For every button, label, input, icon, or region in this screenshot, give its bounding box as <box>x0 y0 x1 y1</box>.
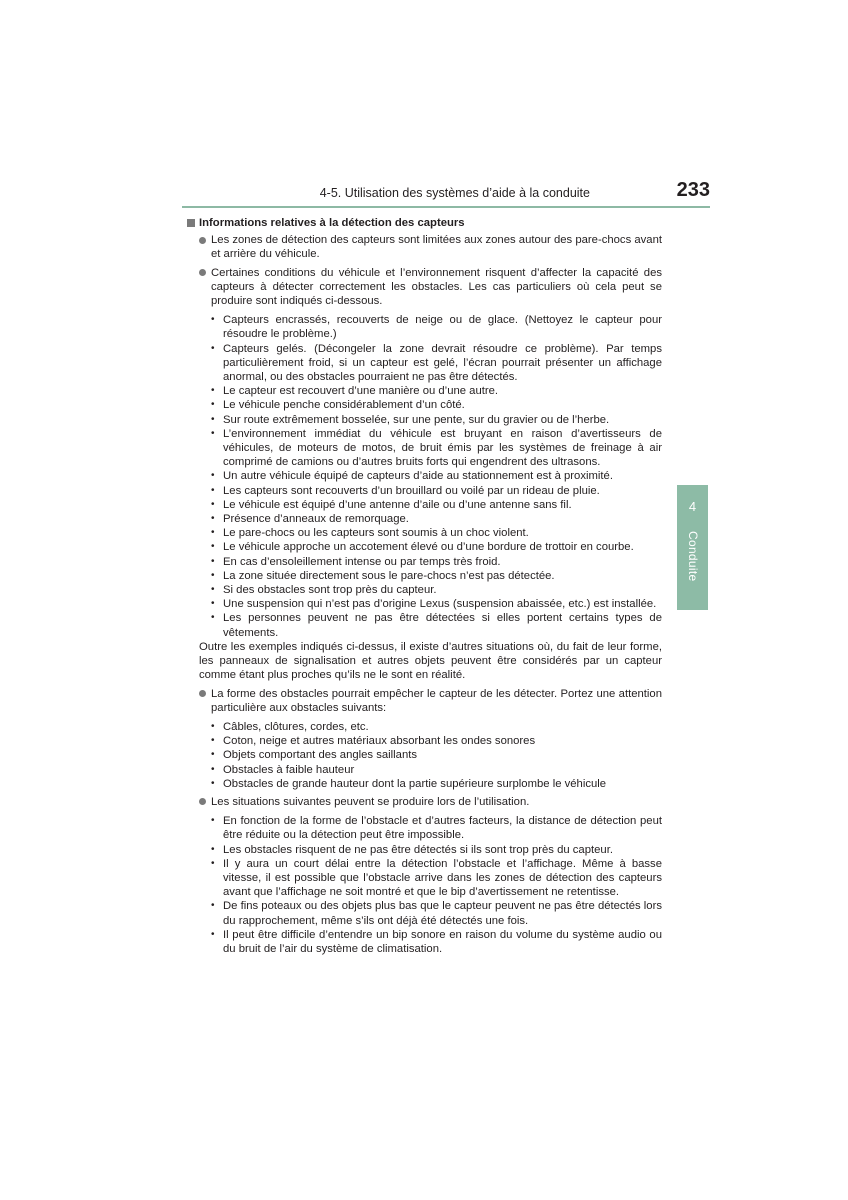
small-bullet-icon: • <box>211 413 215 425</box>
bullet-item <box>186 233 662 261</box>
sub-list-item <box>186 427 662 470</box>
sub-list-item <box>186 763 662 777</box>
small-bullet-icon: • <box>211 735 215 747</box>
main-content <box>186 216 662 956</box>
round-bullet-icon <box>199 237 206 244</box>
small-bullet-icon: • <box>211 342 215 354</box>
sub-list-item-text: Il y aura un court délai entre la détection l’obstacle et l’affichage. Même à basse vitesse, il est possible que l’obstacle arrive dans les zones de détection des capteurs avant que l’affichage ne soit montré et que le bip d’avertissement ne retentisse. <box>223 857 662 899</box>
small-bullet-icon: • <box>211 900 215 912</box>
small-bullet-icon: • <box>211 843 215 855</box>
chapter-label: Conduite <box>686 531 700 582</box>
small-bullet-icon: • <box>211 777 215 789</box>
sub-list-item-text: Câbles, clôtures, cordes, etc. <box>223 720 369 733</box>
small-bullet-icon: • <box>211 857 215 869</box>
section-heading-text: Informations relatives à la détection des capteurs <box>199 217 465 229</box>
sub-list-item-text: Le véhicule penche considérablement d’un côté. <box>223 399 465 412</box>
sub-list-item <box>186 597 662 611</box>
bullet-list <box>186 233 662 956</box>
bullet-item-text: Les zones de détection des capteurs sont limitées aux zones autour des pare-chocs avant et arrière du véhicule. <box>211 234 662 261</box>
small-bullet-icon: • <box>211 598 215 610</box>
small-bullet-icon: • <box>211 541 215 553</box>
small-bullet-icon: • <box>211 612 215 624</box>
small-bullet-icon: • <box>211 763 215 775</box>
sub-list-item-text: Les capteurs sont recouverts d’un brouillard ou voilé par un rideau de pluie. <box>223 484 600 497</box>
sub-list-item <box>186 484 662 498</box>
small-bullet-icon: • <box>211 749 215 761</box>
sub-list-item-text: Sur route extrêmement bosselée, sur une pente, sur du gravier ou de l’herbe. <box>223 413 610 426</box>
sub-list-item-text: Un autre véhicule équipé de capteurs d’aide au stationnement est à proximité. <box>223 470 613 483</box>
sub-list-item-text: Obstacles à faible hauteur <box>223 763 355 776</box>
small-bullet-icon: • <box>211 527 215 539</box>
bullet-item-text: La forme des obstacles pourrait empêcher le capteur de les détecter. Portez une attention particulière aux obstacles suivants: <box>211 687 662 714</box>
sub-list-item-text: Le pare-chocs ou les capteurs sont soumis à un choc violent. <box>223 527 529 540</box>
sub-list-item <box>186 469 662 483</box>
sub-list-item <box>186 899 662 927</box>
sub-list-item-text: Il peut être difficile d’entendre un bip sonore en raison du volume du système audio ou du bruit de l’air du système de climatisation. <box>223 928 662 955</box>
small-bullet-icon: • <box>211 385 215 397</box>
sub-list-item-text: La zone située directement sous le pare-chocs n’est pas détectée. <box>223 569 555 582</box>
sub-list-item-text: Objets comportant des angles saillants <box>223 749 418 762</box>
small-bullet-icon: • <box>211 720 215 732</box>
sub-list-item-text: Les obstacles risquent de ne pas être détectés si ils sont trop près du capteur. <box>223 843 613 856</box>
sub-list-item <box>186 748 662 762</box>
sub-list-item <box>186 720 662 734</box>
sub-list-item-text: Une suspension qui n’est pas d’origine Lexus (suspension abaissée, etc.) est installée. <box>223 598 657 611</box>
sub-list-item <box>186 555 662 569</box>
sub-list <box>186 814 662 956</box>
square-bullet-icon <box>187 219 195 227</box>
sub-list-item <box>186 384 662 398</box>
explanatory-paragraph: Outre les exemples indiqués ci-dessus, il existe d’autres situations où, du fait de leur forme, les panneaux de signalisation et autres objets peuvent être considérés par un capteur comme étant plus proches qu’ils ne le sont en réalité. <box>199 640 662 682</box>
sub-list-item-text: De fins poteaux ou des objets plus bas que le capteur peuvent ne pas être détectés lors du rapprochement, même s’ils ont déjà été détectés une fois. <box>223 900 662 927</box>
small-bullet-icon: • <box>211 584 215 596</box>
sub-list-item <box>186 928 662 956</box>
bullet-item <box>186 687 662 715</box>
small-bullet-icon: • <box>211 314 215 326</box>
section-heading <box>186 216 662 230</box>
bullet-item <box>186 795 662 809</box>
round-bullet-icon <box>199 269 206 276</box>
small-bullet-icon: • <box>211 513 215 525</box>
sub-list-item <box>186 540 662 554</box>
sub-list-item-text: Obstacles de grande hauteur dont la partie supérieure surplombe le véhicule <box>223 777 607 790</box>
chapter-number: 4 <box>688 499 697 514</box>
sub-list-item-text: Le véhicule est équipé d’une antenne d’aile ou d’une antenne sans fil. <box>223 498 572 511</box>
small-bullet-icon: • <box>211 498 215 510</box>
sub-list-item-text: Coton, neige et autres matériaux absorbant les ondes sonores <box>223 735 536 748</box>
sub-list-item <box>186 398 662 412</box>
sub-list-item <box>186 342 662 385</box>
sub-list-item <box>186 611 662 639</box>
small-bullet-icon: • <box>211 484 215 496</box>
sub-list-item-text: Présence d’anneaux de remorquage. <box>223 513 409 526</box>
page-number: 233 <box>676 179 710 201</box>
sub-list-item-text: Capteurs encrassés, recouverts de neige ou de glace. (Nettoyez le capteur pour résoudre le problème.) <box>223 314 662 341</box>
sub-list-item-text: Capteurs gelés. (Décongeler la zone devrait résoudre ce problème). Par temps particulièrement froid, si un capteur est gelé, l’écran pourrait présenter un affichage anormal, ou des obstacles pourraient ne pas être détectés. <box>223 342 662 384</box>
sub-list-item-text: En cas d’ensoleillement intense ou par temps très froid. <box>223 555 501 568</box>
sub-list-item <box>186 777 662 791</box>
sub-list-item <box>186 857 662 900</box>
header-divider <box>182 206 710 208</box>
sub-list-item-text: L’environnement immédiat du véhicule est bruyant en raison d’avertisseurs de véhicules, de moteurs de motos, de bruit émis par les systèmes de freinage à air comprimé de camions ou d’autres bruits forts qui engendrent des ultrasons. <box>223 427 662 469</box>
small-bullet-icon: • <box>211 555 215 567</box>
sub-list-item <box>186 734 662 748</box>
sub-list-item <box>186 814 662 842</box>
sub-list-item <box>186 498 662 512</box>
sub-list-item-text: Le capteur est recouvert d’une manière ou d’une autre. <box>223 385 499 398</box>
small-bullet-icon: • <box>211 569 215 581</box>
sub-list-item-text: En fonction de la forme de l’obstacle et d’autres facteurs, la distance de détection peut être réduite ou la détection peut être impossible. <box>223 815 662 842</box>
bullet-item-text: Certaines conditions du véhicule et l’environnement risquent d’affecter la capacité des capteurs à détecter correctement les obstacles. Les cas particuliers où cela peut se produire sont indiqués ci-dessous. <box>211 266 662 308</box>
small-bullet-icon: • <box>211 399 215 411</box>
sub-list <box>186 313 662 640</box>
round-bullet-icon <box>199 690 206 697</box>
bullet-item-text: Les situations suivantes peuvent se produire lors de l’utilisation. <box>211 795 530 808</box>
small-bullet-icon: • <box>211 427 215 439</box>
sub-list-item-text: Si des obstacles sont trop près du capteur. <box>223 584 437 597</box>
running-header-title: 4-5. Utilisation des systèmes d’aide à la conduite <box>319 186 590 200</box>
chapter-side-tab <box>677 485 708 610</box>
sub-list-item-text: Les personnes peuvent ne pas être détectées si elles portent certains types de vêtements. <box>223 612 662 639</box>
sub-list <box>186 720 662 791</box>
small-bullet-icon: • <box>211 815 215 827</box>
sub-list-item <box>186 843 662 857</box>
sub-list-item <box>186 569 662 583</box>
sub-list-item <box>186 583 662 597</box>
bullet-item <box>186 266 662 309</box>
small-bullet-icon: • <box>211 928 215 940</box>
sub-list-item <box>186 313 662 341</box>
small-bullet-icon: • <box>211 470 215 482</box>
sub-list-item <box>186 413 662 427</box>
round-bullet-icon <box>199 798 206 805</box>
sub-list-item <box>186 512 662 526</box>
sub-list-item-text: Le véhicule approche un accotement élevé ou d’une bordure de trottoir en courbe. <box>223 541 634 554</box>
sub-list-item <box>186 526 662 540</box>
